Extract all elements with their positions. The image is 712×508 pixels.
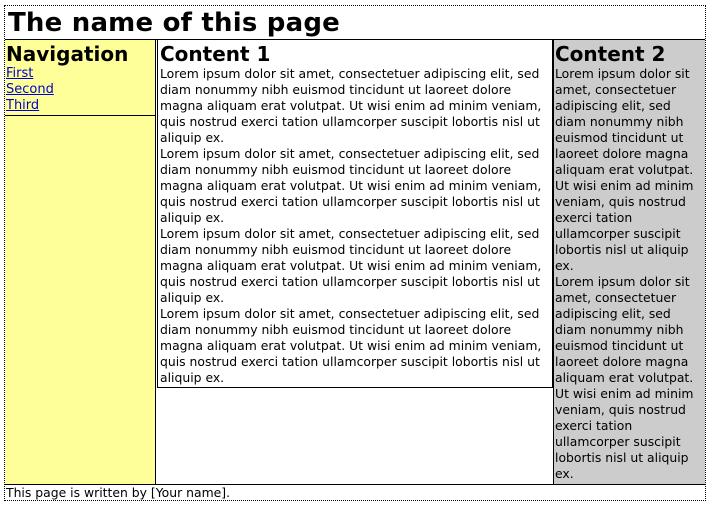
content-1-paragraph: Lorem ipsum dolor sit amet, consectetuer adipiscing elit, sed diam nonummy nibh euismod tincidunt ut laoreet dolore magna aliquam erat volutpat. Ut wisi enim ad minim veniam, quis nostrud exerci tation ullamcorper suscipit lobortis nisl ut aliquip ex. bbox=[160, 146, 542, 225]
content-2-section bbox=[553, 40, 705, 484]
page-footer: This page is written by [Your name]. bbox=[5, 484, 705, 500]
nav-link-first[interactable]: First bbox=[6, 66, 34, 81]
content-1-section bbox=[157, 40, 553, 388]
content-1-paragraph: Lorem ipsum dolor sit amet, consectetuer adipiscing elit, sed diam nonummy nibh euismod tincidunt ut laoreet dolore magna aliquam erat volutpat. Ut wisi enim ad minim veniam, quis nostrud exerci tation ullamcorper suscipit lobortis nisl ut aliquip ex. bbox=[160, 226, 542, 305]
navigation-box bbox=[5, 40, 155, 116]
navigation-column bbox=[5, 40, 156, 484]
content-1-paragraph: Lorem ipsum dolor sit amet, consectetuer adipiscing elit, sed diam nonummy nibh euismod tincidunt ut laoreet dolore magna aliquam erat volutpat. Ut wisi enim ad minim veniam, quis nostrud exerci tation ullamcorper suscipit lobortis nisl ut aliquip ex. bbox=[160, 66, 542, 145]
nav-link-second[interactable]: Second bbox=[6, 82, 54, 97]
content-2-heading: Content 2 bbox=[555, 42, 666, 66]
page-header bbox=[5, 6, 705, 40]
page-title: The name of this page bbox=[8, 8, 340, 38]
navigation-heading: Navigation bbox=[6, 42, 129, 66]
content-1-heading: Content 1 bbox=[160, 42, 271, 66]
content-2-paragraph: Lorem ipsum dolor sit amet, consectetuer adipiscing elit, sed diam nonummy nibh euismod tincidunt ut laoreet dolore magna aliquam erat volutpat. Ut wisi enim ad minim veniam, quis nostrud exerci tation ullamcorper suscipit lobortis nisl ut aliquip ex. bbox=[555, 66, 694, 273]
content-1-paragraph: Lorem ipsum dolor sit amet, consectetuer adipiscing elit, sed diam nonummy nibh euismod tincidunt ut laoreet dolore magna aliquam erat volutpat. Ut wisi enim ad minim veniam, quis nostrud exerci tation ullamcorper suscipit lobortis nisl ut aliquip ex. bbox=[160, 306, 542, 385]
page-frame bbox=[4, 5, 706, 501]
nav-link-third[interactable]: Third bbox=[6, 98, 40, 113]
content-2-paragraph: Lorem ipsum dolor sit amet, consectetuer adipiscing elit, sed diam nonummy nibh euismod tincidunt ut laoreet dolore magna aliquam erat volutpat. Ut wisi enim ad minim veniam, quis nostrud exerci tation ullamcorper suscipit lobortis nisl ut aliquip ex. bbox=[555, 274, 694, 481]
